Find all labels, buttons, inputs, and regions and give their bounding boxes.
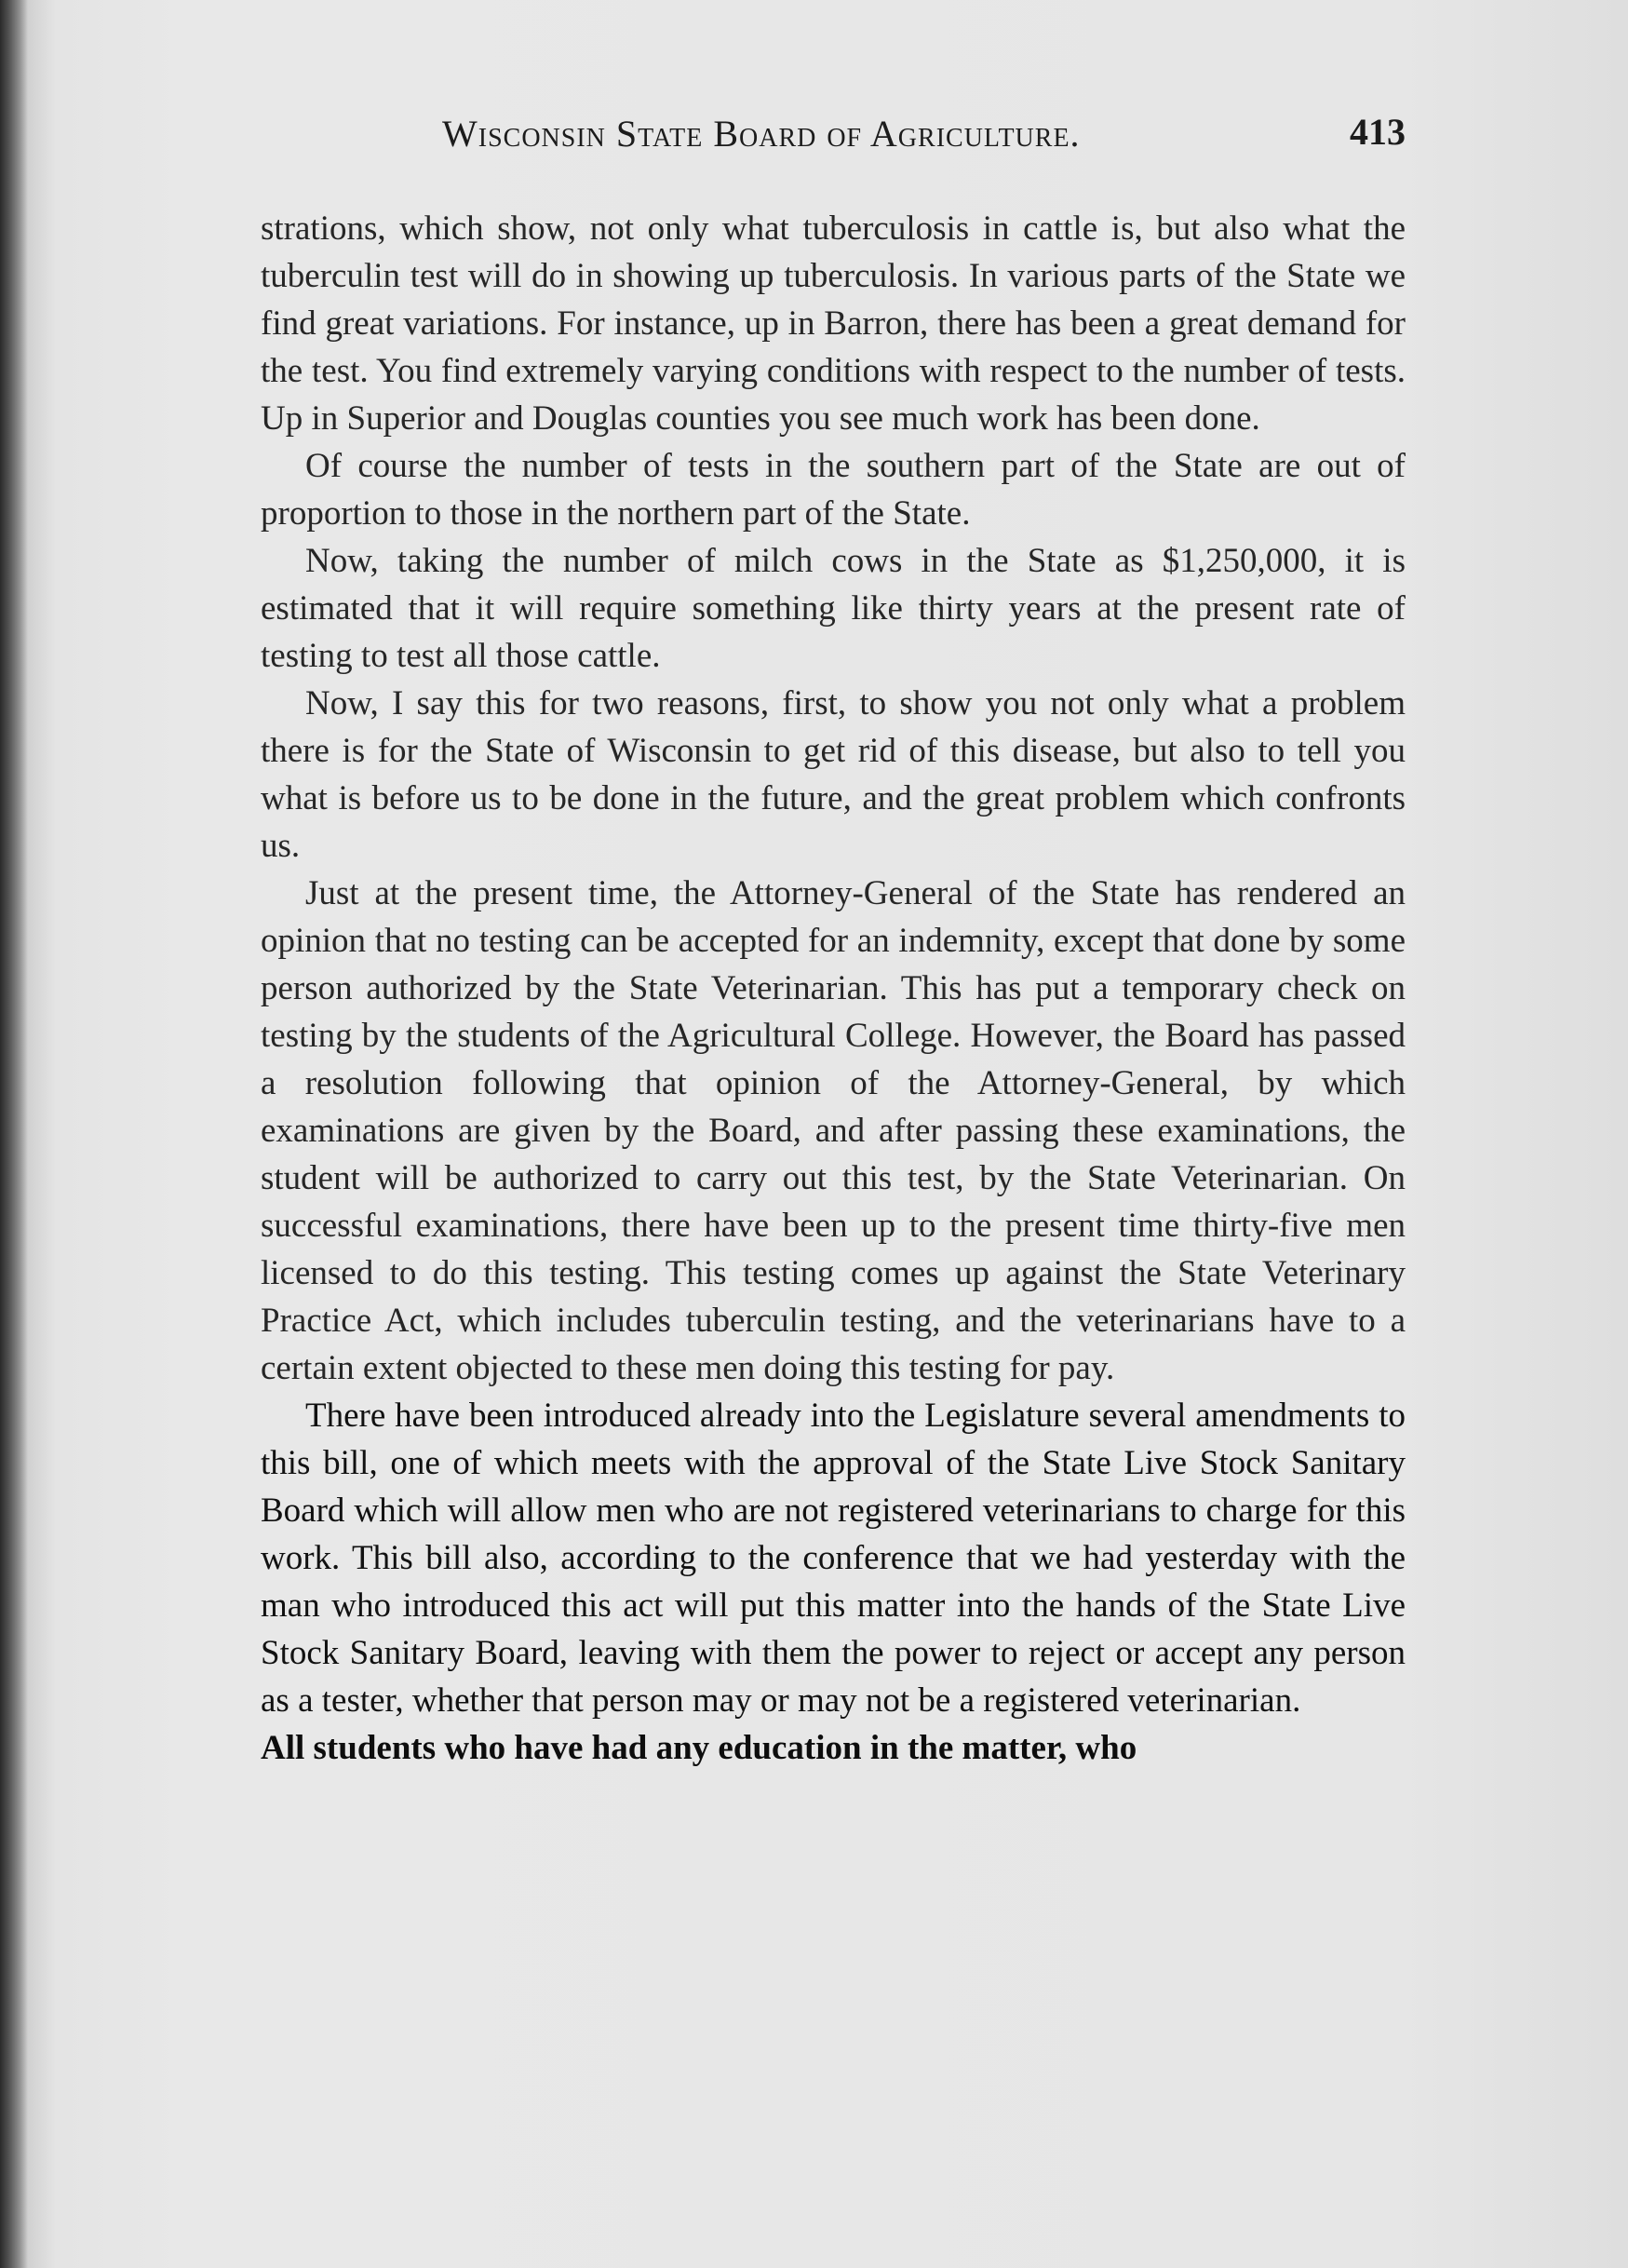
paragraph-two-reasons: Now, I say this for two reasons, first, to show you not only what a problem there is for the State of Wisconsin to get rid of this disease, but also to tell you what is before us to be done in the future, and the great problem which confronts us. <box>261 684 1406 865</box>
page-binding-edge <box>0 0 28 2268</box>
running-title: Wisconsin State Board of Agriculture. <box>442 113 1081 155</box>
paragraph-milch-cows: Now, taking the number of milch cows in the State as $1,250,000, it is estimated that it will require something like thirty years at the present rate of testing to test all those cattle. <box>261 542 1406 675</box>
paragraph-legislature: There have been introduced already into the Legislature several amendments to this bill, one of which meets with the approval of the State Live Stock Sanitary Board which will allow men who are not registered veterinarians to charge for this work. This bill also, according to the conference that we had yesterday with the man who introduced this act will put this matter into the hands of the State Live Stock Sanitary Board, leaving with them the power to reject or accept any person as a tester, whether that person may or may not be a registered veterinarian. <box>261 1397 1406 1720</box>
body-text <box>261 205 1406 1772</box>
page-header <box>261 104 1406 160</box>
paragraph-continuation: strations, which show, not only what tuberculosis in cattle is, but also what the tuberculin test will do in showing up tuberculosis. In various parts of the State we find great variations. For instance, up in Barron, there has been a great demand for the test. You find extremely varying conditions with respect to the number of tests. Up in Superior and Douglas counties you see much work has been done. <box>261 209 1406 438</box>
paragraph-attorney-general: Just at the present time, the Attorney-General of the State has rendered an opinion that no testing can be accepted for an indemnity, except that done by some person authorized by the State Veterinarian. This has put a temporary check on testing by the students of the Agricultural College. However, the Board has passed a resolution following that opinion of the Attorney-General, by which examinations are given by the Board, and after passing these examinations, the student will be authorized to carry out this test, by the State Veterinarian. On successful examinations, there have been up to the present time thirty-five men licensed to do this testing. This testing comes up against the State Veterinary Practice Act, which includes tuberculin testing, and the veterinarians have to a certain extent objected to these men doing this testing for pay. <box>261 874 1406 1387</box>
paragraph-students: All students who have had any education in the matter, who <box>261 1729 1137 1767</box>
paragraph-proportion: Of course the number of tests in the southern part of the State are out of proportion to those in the northern part of the State. <box>261 447 1406 533</box>
page-number: 413 <box>1350 111 1406 153</box>
